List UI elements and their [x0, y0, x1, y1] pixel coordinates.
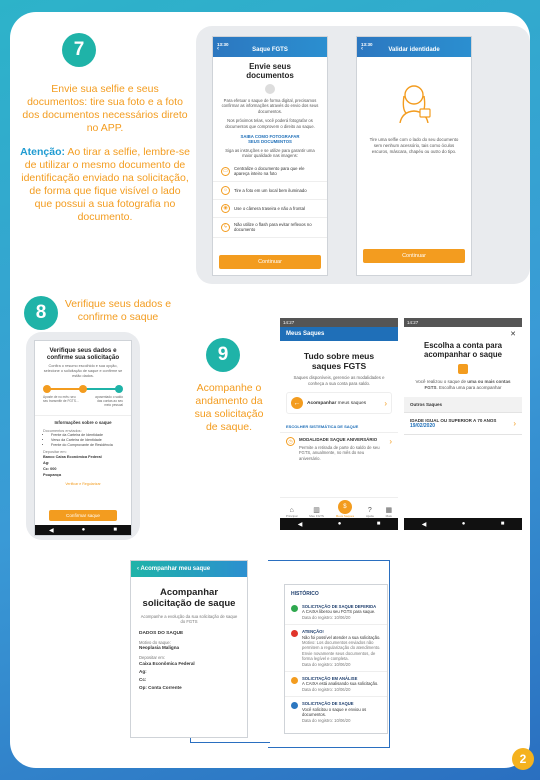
account: Cc:: [139, 676, 147, 682]
chevron-right-icon: ›: [513, 418, 516, 428]
frame-icon: ▭: [221, 167, 230, 176]
progress-timeline: [43, 385, 123, 407]
option-title: IDADE IGUAL OU SUPERIOR A 70 ANOS: [410, 417, 497, 423]
tab-label: Meu FGTS: [309, 514, 324, 518]
history-item: [285, 625, 387, 672]
attention-text: Ao tirar a selfie, lembre-se de utilizar o mesmo documento de identificação enviado na solicitação, de forma que fique visível o lado que possui a sua fotografia no documento.: [21, 146, 190, 223]
chevron-right-icon: ›: [389, 437, 392, 447]
doc-item: • Frente do Comprovante de Residência: [51, 443, 123, 448]
section-title: Informações sobre o saque: [54, 420, 112, 425]
bank-name: Banco Caixa Econômica Federal: [43, 455, 102, 459]
heading: Escolha a conta para acompanhar o saque: [424, 341, 502, 359]
back-arrow-icon[interactable]: ‹: [137, 566, 141, 572]
heading: Tudo sobre meus saques FGTS: [303, 351, 375, 371]
arrow-left-icon: ←: [291, 397, 303, 409]
app-bar-title: Meus Saques: [280, 327, 398, 341]
help-icon: ?: [367, 507, 372, 514]
heading: Verifique seus dados e confirme sua solicitação: [46, 347, 120, 361]
motive-value: Neoplasia Maligna: [139, 644, 180, 650]
tab-meu-fgts[interactable]: [309, 506, 324, 518]
system-nav-bar: [404, 518, 522, 530]
money-icon: $: [338, 500, 352, 514]
history-date: Data do registro: 10/06/20: [302, 686, 351, 692]
history-date: Data do registro: 10/06/20: [302, 717, 351, 723]
tip-row: [213, 162, 327, 182]
home-nav-icon[interactable]: ●: [461, 521, 466, 527]
tab-ajuda[interactable]: [366, 507, 374, 518]
step-9-text: Acompanhe o andamento da sua solicitação de saque.: [194, 382, 264, 433]
intro-part: . Escolha uma para acompanhar: [436, 384, 502, 390]
option-date: 19/02/2020: [410, 422, 436, 429]
doc-item: • Verso da Carteira de Identidade: [51, 438, 123, 443]
tab-label: Meus Saques: [335, 514, 355, 518]
no-flash-icon: ϟ: [221, 223, 230, 232]
system-nav-bar: [280, 518, 398, 530]
history-item: [285, 600, 387, 625]
option-outros-saques[interactable]: Outros Saques: [404, 397, 522, 413]
connector-line: [190, 742, 270, 743]
info-icon: [291, 702, 298, 709]
alert-icon: [291, 630, 298, 637]
system-nav-bar: [35, 525, 131, 535]
tab-mais[interactable]: [385, 506, 392, 518]
tab-label: Principal: [285, 514, 298, 518]
history-item: [285, 697, 387, 727]
timeline-label: aposentado o saldo das contas ao seu meio pessoal: [95, 395, 123, 407]
step-7-attention: [20, 146, 190, 224]
section-title: HISTÓRICO: [291, 591, 319, 597]
phone-my-withdrawals: [280, 318, 398, 530]
status-time: 13:30: [361, 42, 373, 47]
tip-text: Tire a foto em um local bem iluminado: [234, 187, 307, 193]
back-nav-icon[interactable]: ◀: [297, 521, 303, 528]
history-title: SOLICITAÇÃO EM ANÁLISE: [302, 676, 358, 682]
chart-icon: ▥: [313, 507, 320, 514]
back-nav-icon[interactable]: ◀: [421, 521, 427, 528]
continue-button[interactable]: Continuar: [363, 249, 465, 263]
tip-row: [213, 182, 327, 200]
app-bar-title: Validar identidade: [388, 47, 440, 53]
recent-nav-icon[interactable]: ■: [113, 527, 117, 533]
app-bar-title: Acompanhar meu saque: [140, 566, 211, 572]
hourglass-icon: [291, 677, 298, 684]
history-text: Não foi possível atender a sua solicitação.: [302, 634, 381, 640]
check-icon: [291, 605, 298, 612]
tip-row: [213, 200, 327, 218]
history-text: Você solicitou o saque e enviou os documentos.: [302, 706, 367, 718]
phone-choose-account: [404, 318, 522, 530]
agency: Ag:: [43, 461, 50, 465]
timeline-label: Aposte de no mês: seu seu transmitir de FGTS...: [43, 395, 79, 403]
photo-guide-link[interactable]: SAIBA COMO FOTOGRAFAR SEUS DOCUMENTOS: [240, 134, 300, 145]
recent-nav-icon[interactable]: ■: [500, 521, 505, 527]
option-age-70[interactable]: [404, 413, 522, 435]
camera-icon: ◉: [221, 204, 230, 213]
step-8-badge: 8: [24, 296, 58, 330]
intro-part: Você realizou o saque de: [415, 379, 466, 384]
page-number-badge: 2: [512, 748, 534, 770]
status-time: 14:27: [404, 318, 522, 327]
action-rest: meus saques: [337, 400, 367, 406]
app-bar-title: Saque FGTS: [252, 47, 288, 53]
status-time: 14:27: [280, 318, 398, 327]
intro-text: Para efetuar o saque de forma digital, precisamos confirmar as informações através do envio dos seus documentos.: [221, 98, 319, 114]
document-icon: [265, 84, 275, 94]
tip-text: Centralize o documento para que ele apareça inteiro na foto: [234, 165, 305, 177]
tips-intro: Siga as instruções e se utilize para garantir uma maior qualidade nas imagens:: [225, 148, 315, 159]
app-bar: [213, 37, 327, 57]
phone-track-withdrawal: [130, 560, 248, 738]
agency: Ag:: [139, 668, 147, 674]
section-title: DADOS DO SAQUE: [139, 630, 184, 636]
docs-label: Documentos enviados:: [43, 429, 82, 433]
history-title: ATENÇÃO!: [302, 629, 324, 635]
history-text: A CAIXA está analisando sua solicitação.: [302, 681, 379, 687]
history-text: A CAIXA liberou seu FGTS para saque.: [302, 609, 376, 615]
selfie-instructions: Tire uma selfie com o lado do seu documento sem nenhum acessório, tais como óculos escuros, máscara, chapéu ou outro do tipo.: [369, 137, 459, 154]
intro-text: Acompanhe a evolução da sua solicitação de saque do FGTS: [140, 614, 238, 625]
tab-principal[interactable]: [286, 507, 298, 518]
history-title: SOLICITAÇÃO DE SAQUE: [302, 701, 354, 707]
step-9-badge: 9: [206, 338, 240, 372]
app-bar: [131, 561, 247, 577]
doc-item: • Frente da Carteira de Identidade: [51, 433, 123, 438]
back-nav-icon[interactable]: ◀: [49, 527, 54, 534]
history-date: Data do registro: 10/06/20: [302, 661, 351, 667]
step-7-paragraph: Envie sua selfie e seus documentos: tire sua foto e a foto dos documentos necessários direto no APP.: [22, 83, 188, 134]
tip-row: [213, 218, 327, 238]
bottom-tab-bar: [280, 497, 398, 518]
section-title: ESCOLHER SISTEMÁTICA DE SAQUE: [280, 414, 398, 433]
continue-button[interactable]: Continuar: [219, 255, 321, 269]
heading: Acompanhar solicitação de saque: [142, 587, 236, 609]
history-item: [285, 672, 387, 697]
intro-text: [412, 379, 514, 391]
home-nav-icon[interactable]: ●: [337, 521, 342, 527]
home-nav-icon[interactable]: ●: [81, 527, 86, 533]
deposit-label: Depositar em:: [139, 654, 166, 660]
intro-bold: uma ou mais contas FGTS: [424, 379, 511, 390]
tab-meus-saques[interactable]: [336, 500, 354, 518]
modality-row[interactable]: [280, 433, 398, 465]
confirm-withdraw-button[interactable]: Confirmar saque: [49, 510, 117, 521]
modality-text: Permite a retirada de parte do saldo de seu FGTS, anualmente, no mês do seu aniversário.: [299, 444, 380, 461]
history-title: SOLICITAÇÃO DE SAQUE DEFERIDA: [302, 604, 377, 609]
operation: Op: Conta Corrente: [139, 684, 182, 690]
phone-history: [284, 584, 388, 734]
deposit-label: Depositar em:: [43, 450, 67, 454]
intro-text: Saques disponíveis, gerencie as modalidades e conheça a sua conta para saldo.: [293, 375, 385, 386]
recent-nav-icon[interactable]: ■: [376, 521, 381, 527]
modality-title: MODALIDADE SAQUE ANIVERSÁRIO: [299, 437, 378, 443]
bank-name: Caixa Econômica Federal: [139, 660, 195, 666]
timeline-dot: [43, 385, 51, 393]
selfie-person-icon: [394, 79, 434, 123]
verify-link[interactable]: Verificar e Regularizar: [65, 482, 101, 486]
motive-label: Motivo do saque:: [139, 639, 171, 645]
track-withdrawals-row[interactable]: [286, 392, 392, 414]
calendar-icon: ◷: [286, 437, 295, 446]
account: Cc: 000: [43, 467, 57, 471]
close-icon[interactable]: ✕: [510, 331, 516, 338]
intro-text-2: Nos próximos telas, você poderá fotografar os documentos que comprovem o direito ao saque.: [225, 118, 315, 129]
account-type: Poupança: [43, 473, 62, 477]
step-8-text: Verifique seus dados e confirme o saque: [64, 298, 172, 323]
back-arrow-icon[interactable]: ‹: [361, 46, 363, 52]
home-icon: ⌂: [289, 507, 294, 514]
action-bold: Acompanhar: [307, 400, 337, 406]
intro-text: Confira o resumo escolhido e sua opção, selecione o solicitação de saque e confirme se estão dados.: [43, 364, 123, 378]
tip-text: Use o câmera traseira e não a frontal: [234, 205, 305, 211]
phone-send-documents: [212, 36, 328, 276]
phone-confirm-request: [34, 340, 132, 536]
heading: Envie seus documentos: [246, 62, 294, 80]
timeline-dot: [115, 385, 123, 393]
app-bar: [357, 37, 471, 57]
tip-text: Não utilize o flash para evitar reflexos no documento: [234, 221, 312, 233]
history-date: Data do registro: 10/06/20: [302, 614, 351, 620]
tab-label: Mais: [385, 514, 392, 518]
tab-label: Ajuda: [365, 514, 374, 518]
user-badge-icon: [458, 364, 468, 374]
phone-validate-identity: [356, 36, 472, 276]
history-extra: Motivo: Los documentos enviados não permitem a regularização do atendimento. Envie novamente seus documentos, de forma legível e completa.: [302, 640, 381, 662]
timeline-dot: [79, 385, 87, 393]
status-time: 13:30: [217, 42, 229, 47]
step-7-badge: 7: [62, 33, 96, 67]
step-7-text: [20, 83, 190, 235]
chevron-right-icon: ›: [384, 398, 387, 408]
sun-icon: ☼: [221, 186, 230, 195]
attention-label: Atenção:: [20, 146, 66, 158]
grid-icon: ▦: [385, 507, 393, 514]
back-arrow-icon[interactable]: ‹: [217, 46, 219, 52]
